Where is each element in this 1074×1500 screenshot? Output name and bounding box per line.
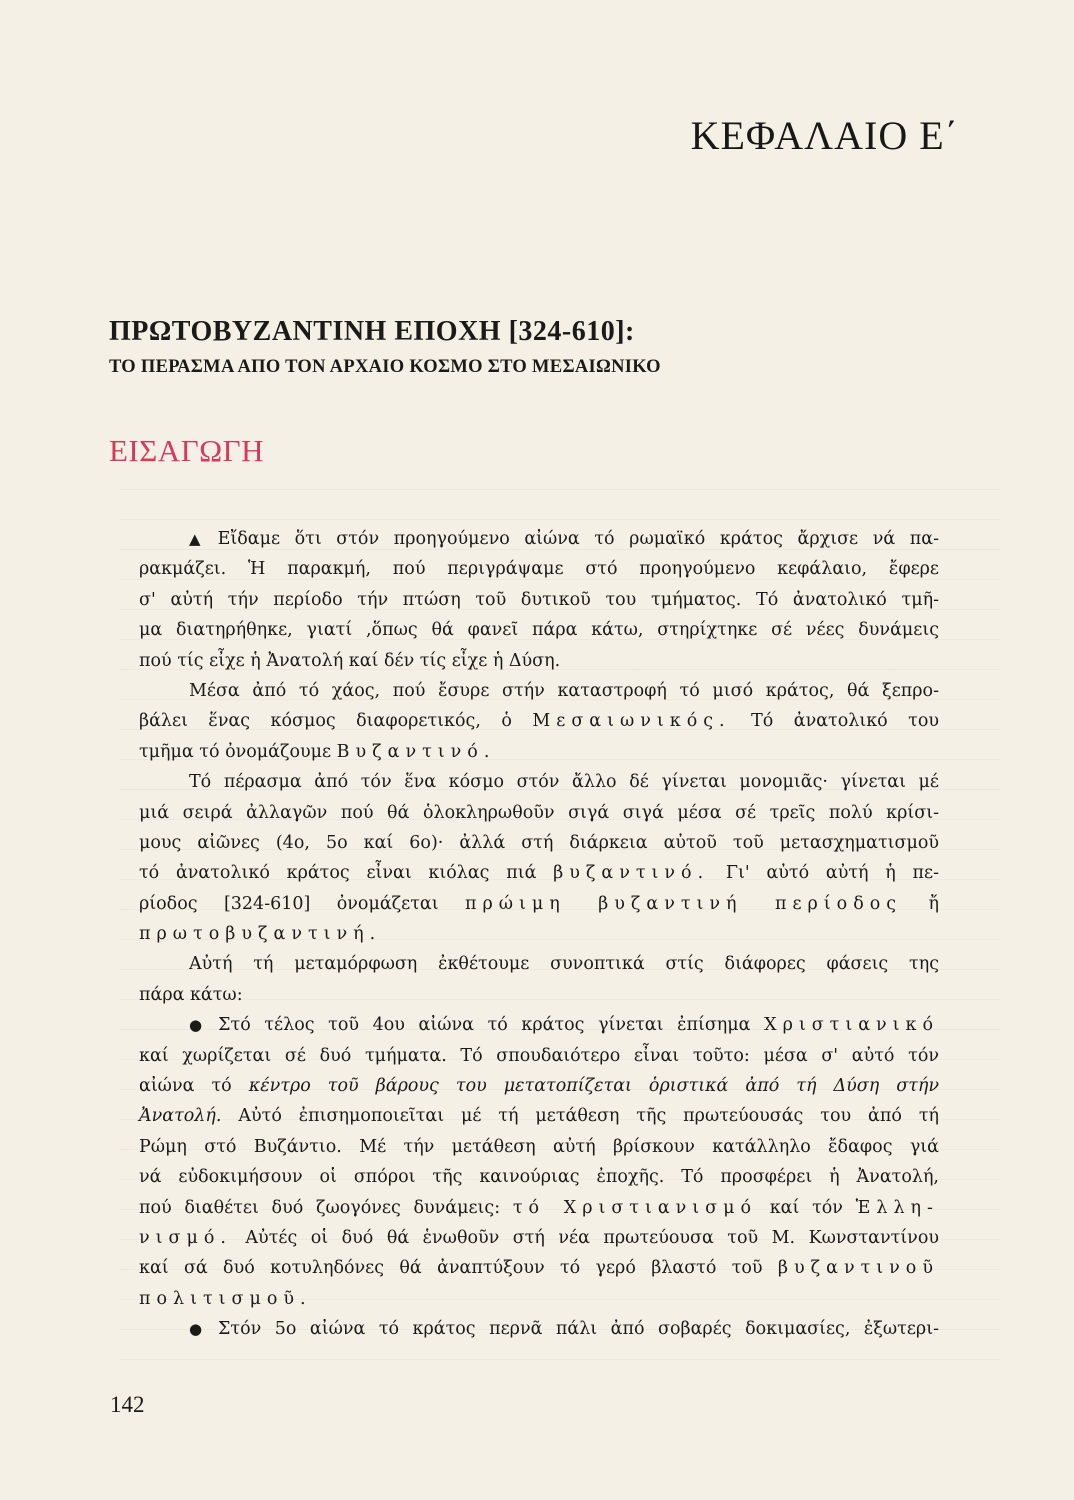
- text-line: ▲ Εἴδαμε ὅτι στόν προηγούμενο αἰώνα τό ρωμαϊκό κράτος ἄρχισε νά πα-: [189, 529, 939, 549]
- text-line: νά εὐδοκιμήσουν οἱ σπόροι τῆς καινούριας ἐποχῆς. Τό προσφέρει ἡ Ἀνατολή,: [139, 1167, 939, 1188]
- text-line: τμῆμα τό ὀνομάζουμε Βυζαντινό.: [139, 741, 496, 762]
- triangle-bullet-icon: ▲: [189, 530, 210, 548]
- circle-bullet-icon: ●: [189, 1320, 211, 1339]
- text-line: μους αἰῶνες (4ο, 5ο καί 6ο)· ἀλλά στή διάρκεια αὐτοῦ τοῦ μετασχηματισμοῦ: [139, 832, 939, 853]
- text-line: Ἀνατολή. Αὐτό ἐπισημοποιεῖται μέ τή μετάθεση τῆς πρωτεύουσάς του ἀπό τή: [139, 1106, 939, 1127]
- text-line: πού διαθέτει δυό ζωογόνες δυνάμεις: τό Χριστιανισμό καί τόν Ἑλλη-: [139, 1197, 939, 1218]
- body-text: [139, 524, 939, 1345]
- text-line: αἰώνα τό κέντρο τοῦ βάρους του μετατοπίζεται ὁριστικά ἀπό τή Δύση στήν: [139, 1076, 939, 1097]
- text-line: τό ἀνατολικό κράτος εἶναι κιόλας πιά βυζαντινό. Γι' αὐτό αὐτή ἡ πε-: [139, 863, 939, 884]
- text-line: ● Στόν 5ο αἰώνα τό κράτος περνᾶ πάλι ἀπό σοβαρές δοκιμασίες, ἐξωτερι-: [189, 1319, 939, 1340]
- page-number: 142: [110, 1392, 145, 1417]
- chapter-subtitle: ΤΟ ΠΕΡΑΣΜΑ ΑΠΟ ΤΟΝ ΑΡΧΑΙΟ ΚΟΣΜΟ ΣΤΟ ΜΕΣΑΙΩΝΙΚΟ: [109, 357, 661, 377]
- text-line: μιά σειρά ἀλλαγῶν πού θά ὁλοκληρωθοῦν σιγά σιγά μέσα σέ τρεῖς πολύ κρίσι-: [139, 802, 939, 823]
- text-line: νισμό. Αὐτές οἱ δυό θά ἑνωθοῦν στή νέα πρωτεύουσα τοῦ Μ. Κωνσταντίνου: [139, 1227, 939, 1248]
- text-line: βάλει ἕνας κόσμος διαφορετικός, ὁ Μεσαιωνικός. Τό ἀνατολικό του: [139, 711, 939, 732]
- text-line: ρίοδος [324-610] ὀνομάζεται πρώιμη βυζαντινή περίοδος ἤ: [139, 893, 939, 914]
- chapter-label: ΚΕΦΑΛΑΙΟ Ε΄: [690, 113, 959, 158]
- text-line: Τό πέρασμα ἀπό τόν ἕνα κόσμο στόν ἄλλο δέ γίνεται μονομιᾶς· γίνεται μέ: [189, 772, 939, 793]
- text-line: ρακμάζει. Ἡ παρακμή, πού περιγράψαμε στό προηγούμενο κεφάλαιο, ἔφερε: [139, 559, 939, 580]
- chapter-title: ΠΡΩΤΟΒΥΖΑΝΤΙΝΗ ΕΠΟΧΗ [324-610]:: [109, 316, 635, 347]
- text-line: ● Στό τέλος τοῦ 4ου αἰώνα τό κράτος γίνεται ἐπίσημα Χριστιανικό: [189, 1015, 939, 1036]
- text-line: μα διατηρήθηκε, γιατί ,ὅπως θά φανεῖ πάρα κάτω, στηρίχτηκε σέ νέες δυνάμεις: [139, 620, 939, 641]
- text-line: καί χωρίζεται σέ δυό τμήματα. Τό σπουδαιότερο εἶναι τοῦτο: μέσα σ' αὐτό τόν: [139, 1045, 939, 1066]
- text-line: πρωτοβυζαντινή.: [139, 924, 382, 945]
- circle-bullet-icon: ●: [189, 1016, 211, 1035]
- text-line: πολιτισμοῦ.: [139, 1288, 312, 1309]
- text-line: σ' αὐτή τήν περίοδο τήν πτώση τοῦ δυτικοῦ του τμήματος. Τό ἀνατολικό τμῆ-: [139, 589, 939, 610]
- text-line: Αὐτή τή μεταμόρφωση ἐκθέτουμε συνοπτικά στίς διάφορες φάσεις της: [189, 954, 939, 975]
- text-line: καί σά δυό κοτυληδόνες θά ἀναπτύξουν τό γερό βλαστό τοῦ βυζαντινοῦ: [139, 1258, 939, 1279]
- section-heading: ΕΙΣΑΓΩΓΗ: [109, 433, 264, 468]
- text-line: πού τίς εἶχε ἡ Ἀνατολή καί δέν τίς εἶχε ἡ Δύση.: [139, 650, 561, 671]
- text-line: Ρώμη στό Βυζάντιο. Μέ τήν μετάθεση αὐτή βρίσκουν κατάλληλο ἔδαφος γιά: [139, 1136, 939, 1157]
- text-line: Μέσα ἀπό τό χάος, πού ἔσυρε στήν καταστροφή τό μισό κράτος, θά ξεπρο-: [189, 680, 939, 701]
- text-line: πάρα κάτω:: [139, 984, 243, 1005]
